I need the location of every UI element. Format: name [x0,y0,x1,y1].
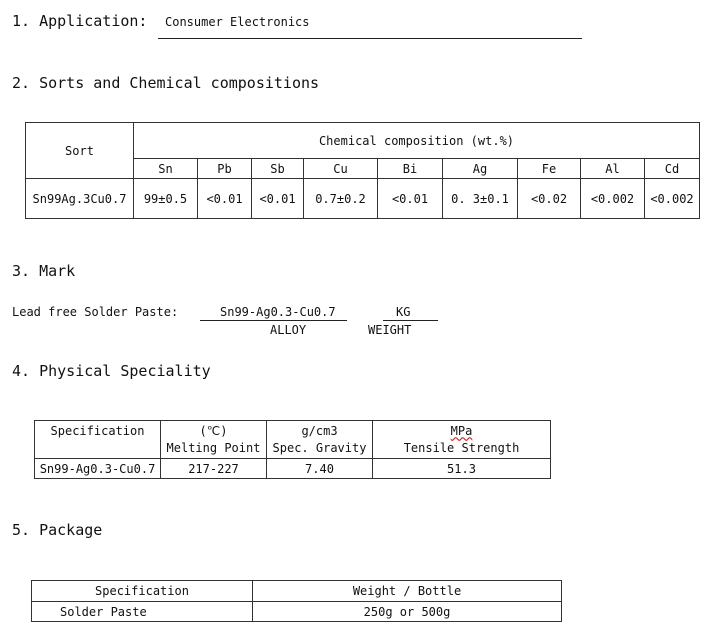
composition-table [25,122,700,219]
weight-caption: WEIGHT [368,323,412,337]
weight-underline [383,320,438,321]
tensile-label: Tensile Strength [403,440,520,455]
element-header: Cu [304,159,378,179]
element-header: Fe [518,159,581,179]
value-cell: <0.002 [645,179,700,219]
physical-table [34,420,551,479]
element-header: Bi [378,159,443,179]
spec-cell: Sn99-Ag0.3-Cu0.7 [35,459,161,479]
mark-label: Lead free Solder Paste: [12,305,179,319]
element-header: Pb [198,159,252,179]
alloy-underline [200,320,347,321]
gravity-label: Spec. Gravity [272,440,367,455]
value-cell: 0. 3±0.1 [443,179,518,219]
composition-header: Chemical composition (wt.%) [134,123,700,159]
value-cell: 99±0.5 [134,179,198,219]
element-header: Al [581,159,645,179]
application-underline [158,38,582,39]
value-cell: 0.7±0.2 [304,179,378,219]
gravity-cell: 7.40 [267,459,373,479]
gravity-header [267,421,373,459]
package-weight-header: Weight / Bottle [253,581,562,602]
alloy-caption: ALLOY [270,323,307,337]
gravity-unit: g/cm3 [301,423,338,438]
tensile-header [373,421,551,459]
weight-value: KG [396,305,411,319]
melting-cell: 217-227 [161,459,267,479]
sort-header: Sort [26,123,134,179]
value-cell: <0.002 [581,179,645,219]
tensile-cell: 51.3 [373,459,551,479]
application-value: Consumer Electronics [165,15,310,29]
package-spec-header: Specification [32,581,253,602]
element-header: Sb [252,159,304,179]
physical-heading: 4. Physical Speciality [12,362,211,380]
element-header: Sn [134,159,198,179]
value-cell: <0.01 [252,179,304,219]
spec-header-label: Specification [50,424,145,438]
application-heading: 1. Application: [12,12,148,30]
mark-heading: 3. Mark [12,262,76,280]
package-weight-cell: 250g or 500g [253,602,562,622]
alloy-value: Sn99-Ag0.3-Cu0.7 [220,305,336,319]
melting-label: Melting Point [166,440,261,455]
element-header: Cd [645,159,700,179]
value-cell: <0.01 [378,179,443,219]
element-header: Ag [443,159,518,179]
sort-cell: Sn99Ag.3Cu0.7 [26,179,134,219]
tensile-unit: MPa [450,423,473,438]
melting-header [161,421,267,459]
package-spec-cell: Solder Paste [32,602,253,622]
spec-header [35,421,161,459]
package-table [31,580,562,622]
melting-unit: (℃) [199,423,228,438]
value-cell: <0.02 [518,179,581,219]
value-cell: <0.01 [198,179,252,219]
sorts-heading: 2. Sorts and Chemical compositions [12,74,320,92]
package-heading: 5. Package [12,521,103,539]
